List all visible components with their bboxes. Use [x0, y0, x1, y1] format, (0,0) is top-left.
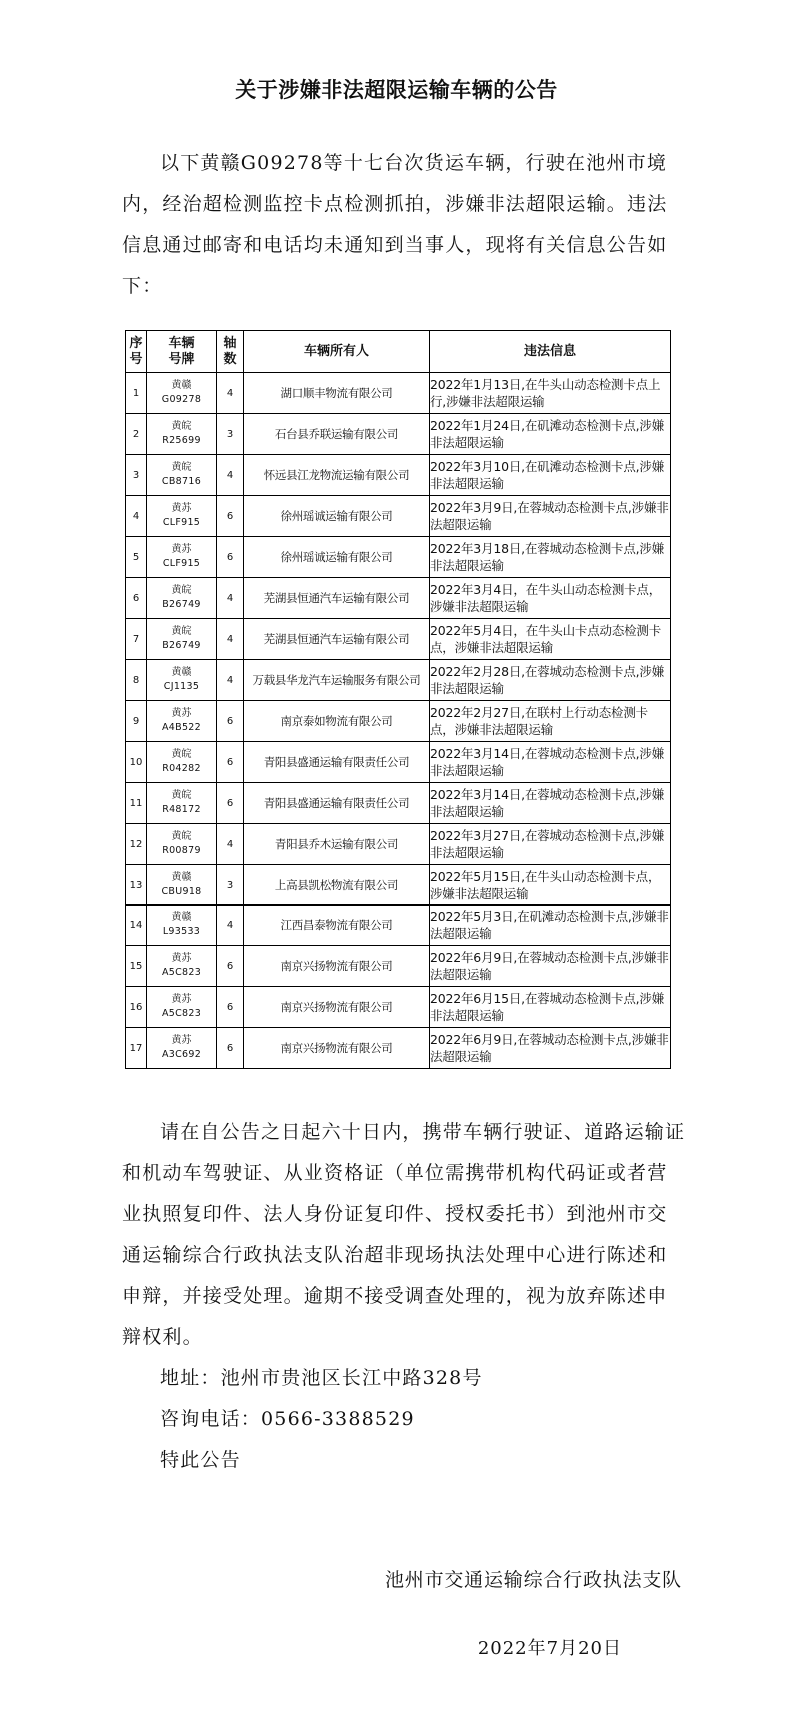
row-owner: 青阳县乔木运输有限公司 — [244, 824, 430, 865]
violation-table-continued — [125, 904, 671, 1069]
plate-color: 黄赣 — [171, 667, 192, 678]
row-axles: 6 — [217, 496, 244, 537]
plate-color: 黄苏 — [171, 1035, 192, 1046]
row-violation-info: 2022年1月13日,在牛头山动态检测卡点上行,涉嫌非法超限运输 — [430, 373, 671, 414]
row-owner: 怀远县江龙物流运输有限公司 — [244, 455, 430, 496]
row-seq: 6 — [126, 578, 147, 619]
table-row — [126, 742, 671, 783]
table-row — [126, 619, 671, 660]
plate-number: R00879 — [162, 845, 201, 856]
row-axles: 4 — [217, 373, 244, 414]
row-seq: 2 — [126, 414, 147, 455]
row-axles: 3 — [217, 414, 244, 455]
signature-org: 池州市交通运输综合行政执法支队 — [384, 1569, 682, 1591]
table-row — [126, 455, 671, 496]
plate-color: 黄赣 — [171, 912, 192, 923]
plate-color: 黄苏 — [171, 953, 192, 964]
row-owner: 芜湖县恒通汽车运输有限公司 — [244, 619, 430, 660]
row-axles: 4 — [217, 660, 244, 701]
table-row — [126, 1028, 671, 1069]
row-seq: 7 — [126, 619, 147, 660]
notice-line: 特此公告 — [160, 1449, 241, 1471]
row-violation-info: 2022年6月9日,在蓉城动态检测卡点,涉嫌非法超限运输 — [430, 946, 671, 987]
row-plate — [147, 373, 217, 414]
row-owner: 江西昌泰物流有限公司 — [244, 905, 430, 946]
plate-number: A4B522 — [162, 722, 201, 733]
row-seq: 16 — [126, 987, 147, 1028]
row-axles: 4 — [217, 455, 244, 496]
row-violation-info: 2022年6月9日,在蓉城动态检测卡点,涉嫌非法超限运输 — [430, 1028, 671, 1069]
plate-color: 黄皖 — [171, 626, 192, 637]
table-row — [126, 905, 671, 946]
row-plate — [147, 905, 217, 946]
row-owner: 南京兴扬物流有限公司 — [244, 987, 430, 1028]
row-violation-info: 2022年3月14日,在蓉城动态检测卡点,涉嫌非法超限运输 — [430, 742, 671, 783]
row-seq: 15 — [126, 946, 147, 987]
row-axles: 6 — [217, 701, 244, 742]
header-owner: 车辆所有人 — [244, 331, 430, 373]
plate-number: B26749 — [162, 599, 201, 610]
row-plate — [147, 496, 217, 537]
row-violation-info: 2022年6月15日,在蓉城动态检测卡点,涉嫌非法超限运输 — [430, 987, 671, 1028]
row-owner: 青阳县盛通运输有限责任公司 — [244, 783, 430, 824]
row-violation-info: 2022年2月27日,在联村上行动态检测卡点，涉嫌非法超限运输 — [430, 701, 671, 742]
row-plate — [147, 824, 217, 865]
row-plate — [147, 414, 217, 455]
row-violation-info: 2022年1月24日,在矶滩动态检测卡点,涉嫌非法超限运输 — [430, 414, 671, 455]
table-row — [126, 414, 671, 455]
closing-paragraph: 请在自公告之日起六十日内，携带车辆行驶证、道路运输证和机动车驾驶证、从业资格证（单位需携带机构代码证或者营业执照复印件、法人身份证复印件、授权委托书）到池州市交通运输综合行政执法支队治超非现场执法处理中心进行陈述和申辩，并接受处理。逾期不接受调查处理的，视为放弃陈述申辩权利。 — [122, 1121, 686, 1348]
header-axles: 轴 数 — [217, 331, 244, 373]
plate-number: A5C823 — [161, 1008, 202, 1019]
plate-number: CBU918 — [161, 886, 202, 897]
row-plate — [147, 455, 217, 496]
row-axles: 6 — [217, 987, 244, 1028]
row-plate — [147, 701, 217, 742]
plate-color: 黄苏 — [171, 994, 192, 1005]
plate-number: L93533 — [162, 926, 201, 937]
table-header-row — [126, 331, 671, 373]
table-row — [126, 578, 671, 619]
plate-number: G09278 — [161, 394, 202, 405]
row-violation-info: 2022年3月14日,在蓉城动态检测卡点,涉嫌非法超限运输 — [430, 783, 671, 824]
plate-color: 黄皖 — [171, 749, 192, 760]
row-owner: 万载县华龙汽车运输服务有限公司 — [244, 660, 430, 701]
plate-number: CLF915 — [162, 558, 201, 569]
plate-number: CB8716 — [161, 476, 202, 487]
plate-number: A3C692 — [161, 1049, 202, 1060]
violation-table — [125, 330, 671, 906]
row-seq: 5 — [126, 537, 147, 578]
row-owner: 南京兴扬物流有限公司 — [244, 1028, 430, 1069]
plate-color: 黄苏 — [171, 503, 192, 514]
row-seq: 9 — [126, 701, 147, 742]
plate-number: R48172 — [162, 804, 201, 815]
row-owner: 芜湖县恒通汽车运输有限公司 — [244, 578, 430, 619]
plate-color: 黄苏 — [171, 708, 192, 719]
plate-number: B26749 — [162, 640, 201, 651]
plate-color: 黄苏 — [171, 544, 192, 555]
header-plate: 车辆 号牌 — [147, 331, 217, 373]
plate-color: 黄皖 — [171, 831, 192, 842]
row-plate — [147, 660, 217, 701]
row-axles: 4 — [217, 578, 244, 619]
row-seq: 3 — [126, 455, 147, 496]
row-violation-info: 2022年2月28日,在蓉城动态检测卡点,涉嫌非法超限运输 — [430, 660, 671, 701]
table-row — [126, 987, 671, 1028]
row-seq: 12 — [126, 824, 147, 865]
row-owner: 徐州瑶诚运输有限公司 — [244, 496, 430, 537]
row-axles: 6 — [217, 742, 244, 783]
row-seq: 10 — [126, 742, 147, 783]
row-plate — [147, 865, 217, 906]
row-violation-info: 2022年3月10日,在矶滩动态检测卡点,涉嫌非法超限运输 — [430, 455, 671, 496]
row-seq: 13 — [126, 865, 147, 906]
row-axles: 4 — [217, 905, 244, 946]
closing-section — [122, 1112, 687, 1481]
plate-color: 黄皖 — [171, 421, 192, 432]
row-seq: 4 — [126, 496, 147, 537]
row-plate — [147, 742, 217, 783]
signature-date: 2022年7月20日 — [477, 1638, 622, 1659]
row-axles: 6 — [217, 946, 244, 987]
row-seq: 8 — [126, 660, 147, 701]
plate-number: CJ1135 — [163, 681, 200, 692]
table-row — [126, 496, 671, 537]
row-seq: 17 — [126, 1028, 147, 1069]
plate-color: 黄赣 — [171, 380, 192, 391]
row-plate — [147, 619, 217, 660]
table-row — [126, 373, 671, 414]
table-row — [126, 946, 671, 987]
row-seq: 1 — [126, 373, 147, 414]
row-violation-info: 2022年3月4日，在牛头山动态检测卡点，涉嫌非法超限运输 — [430, 578, 671, 619]
phone-line: 咨询电话：0566-3388529 — [160, 1408, 415, 1430]
row-axles: 4 — [217, 824, 244, 865]
row-owner: 南京兴扬物流有限公司 — [244, 946, 430, 987]
row-violation-info: 2022年5月3日,在矶滩动态检测卡点,涉嫌非法超限运输 — [430, 905, 671, 946]
table-row — [126, 660, 671, 701]
notice-title: 关于涉嫌非法超限运输车辆的公告 — [235, 78, 558, 102]
row-axles: 6 — [217, 783, 244, 824]
row-axles: 4 — [217, 619, 244, 660]
plate-number: A5C823 — [161, 967, 202, 978]
row-seq: 11 — [126, 783, 147, 824]
row-axles: 6 — [217, 1028, 244, 1069]
row-violation-info: 2022年5月4日，在牛头山卡点动态检测卡点，涉嫌非法超限运输 — [430, 619, 671, 660]
row-owner: 湖口顺丰物流有限公司 — [244, 373, 430, 414]
plate-color: 黄赣 — [171, 872, 192, 883]
table-row — [126, 824, 671, 865]
row-owner: 青阳县盛通运输有限责任公司 — [244, 742, 430, 783]
header-info: 违法信息 — [430, 331, 671, 373]
row-plate — [147, 1028, 217, 1069]
row-violation-info: 2022年3月18日,在蓉城动态检测卡点,涉嫌非法超限运输 — [430, 537, 671, 578]
row-plate — [147, 537, 217, 578]
row-owner: 石台县乔联运输有限公司 — [244, 414, 430, 455]
plate-number: CLF915 — [162, 517, 201, 528]
plate-color: 黄皖 — [171, 790, 192, 801]
row-violation-info: 2022年3月27日,在蓉城动态检测卡点,涉嫌非法超限运输 — [430, 824, 671, 865]
plate-number: R25699 — [162, 435, 201, 446]
row-owner: 南京泰如物流有限公司 — [244, 701, 430, 742]
header-seq: 序 号 — [126, 331, 147, 373]
address-line: 地址：池州市贵池区长江中路328号 — [160, 1367, 483, 1389]
row-violation-info: 2022年3月9日,在蓉城动态检测卡点,涉嫌非法超限运输 — [430, 496, 671, 537]
plate-number: R04282 — [162, 763, 201, 774]
table-row — [126, 783, 671, 824]
intro-text: 以下黄赣G09278等十七台次货运车辆，行驶在池州市境内，经治超检测监控卡点检测抓拍，涉嫌非法超限运输。违法信息通过邮寄和电话均未通知到当事人，现将有关信息公告如下： — [122, 152, 668, 297]
row-axles: 3 — [217, 865, 244, 906]
row-plate — [147, 783, 217, 824]
row-plate — [147, 987, 217, 1028]
plate-color: 黄皖 — [171, 585, 192, 596]
plate-color: 黄皖 — [171, 462, 192, 473]
row-owner: 徐州瑶诚运输有限公司 — [244, 537, 430, 578]
row-seq: 14 — [126, 905, 147, 946]
row-plate — [147, 578, 217, 619]
row-plate — [147, 946, 217, 987]
row-axles: 6 — [217, 537, 244, 578]
table-row — [126, 701, 671, 742]
row-owner: 上高县凯松物流有限公司 — [244, 865, 430, 906]
table-row — [126, 537, 671, 578]
table-row — [126, 865, 671, 906]
intro-paragraph — [122, 143, 682, 307]
row-violation-info: 2022年5月15日,在牛头山动态检测卡点，涉嫌非法超限运输 — [430, 865, 671, 906]
